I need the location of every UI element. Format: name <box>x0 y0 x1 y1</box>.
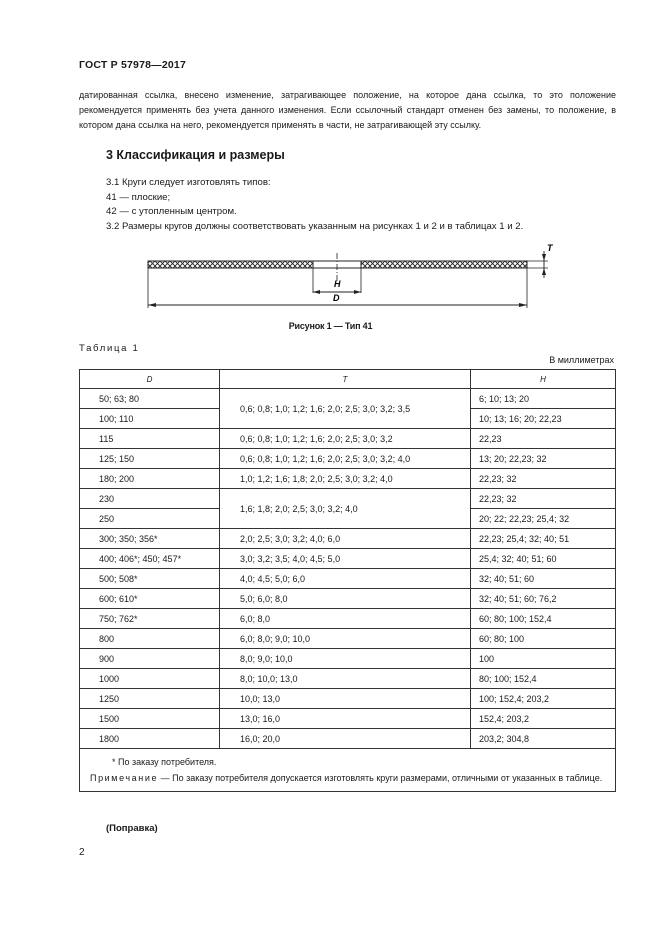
wheel-section-left <box>148 261 313 268</box>
table-row <box>80 649 616 669</box>
section-title: 3 Классификация и размеры <box>106 148 285 162</box>
cell-t: 13,0; 16,0 <box>220 709 471 729</box>
cell-d: 600; 610* <box>80 589 220 609</box>
header-d: D <box>80 370 220 389</box>
cell-t: 0,6; 0,8; 1,0; 1,2; 1,6; 2,0; 2,5; 3,0; 3,2; 4,0 <box>220 449 471 469</box>
table-row <box>80 529 616 549</box>
table-row <box>80 729 616 749</box>
cell-d: 800 <box>80 629 220 649</box>
cell-t: 0,6; 0,8; 1,0; 1,2; 1,6; 2,0; 2,5; 3,0; 3,2; 3,5 <box>220 389 471 429</box>
cell-t: 3,0; 3,2; 3,5; 4,0; 4,5; 5,0 <box>220 549 471 569</box>
cell-h: 22,23 <box>471 429 616 449</box>
table-row <box>80 669 616 689</box>
cell-t: 8,0; 10,0; 13,0 <box>220 669 471 689</box>
table-row <box>80 609 616 629</box>
cell-h: 20; 22; 22,23; 25,4; 32 <box>471 509 616 529</box>
cell-t: 1,6; 1,8; 2,0; 2,5; 3,0; 3,2; 4,0 <box>220 489 471 529</box>
cell-d: 125; 150 <box>80 449 220 469</box>
table-note <box>90 771 607 785</box>
table-row <box>80 389 616 409</box>
cell-d: 1800 <box>80 729 220 749</box>
cell-d: 300; 350; 356* <box>80 529 220 549</box>
cell-t: 4,0; 4,5; 5,0; 6,0 <box>220 569 471 589</box>
table-row <box>80 589 616 609</box>
cell-h: 22,23; 25,4; 32; 40; 51 <box>471 529 616 549</box>
cell-t: 0,6; 0,8; 1,0; 1,2; 1,6; 2,0; 2,5; 3,0; 3,2 <box>220 429 471 449</box>
intro-paragraph-block <box>79 88 616 133</box>
figure-type-41-drawing <box>140 241 560 311</box>
cell-h: 22,23; 32 <box>471 489 616 509</box>
wheel-cross-section-drawing <box>140 241 560 311</box>
cell-h: 10; 13; 16; 20; 22,23 <box>471 409 616 429</box>
cell-h: 80; 100; 152,4 <box>471 669 616 689</box>
cell-h: 13; 20; 22,23; 32 <box>471 449 616 469</box>
cell-d: 1000 <box>80 669 220 689</box>
cell-t: 6,0; 8,0 <box>220 609 471 629</box>
table-row <box>80 449 616 469</box>
note-label: Примечание <box>90 773 159 783</box>
table-label: Таблица 1 <box>79 343 140 354</box>
cell-h: 60; 80; 100 <box>471 629 616 649</box>
label-d: D <box>333 293 340 303</box>
figure-caption: Рисунок 1 — Тип 41 <box>288 321 373 331</box>
table-row <box>80 689 616 709</box>
cell-d: 50; 63; 80 <box>80 389 220 409</box>
cell-d: 1500 <box>80 709 220 729</box>
header-h: H <box>471 370 616 389</box>
page-number: 2 <box>79 847 85 858</box>
cell-h: 32; 40; 51; 60 <box>471 569 616 589</box>
table-header-row <box>80 370 616 389</box>
cell-d: 230 <box>80 489 220 509</box>
cell-t: 16,0; 20,0 <box>220 729 471 749</box>
table-footnote: * По заказу потребителя. <box>112 757 217 767</box>
note-text: — По заказу потребителя допускается изготовлять круги размерами, отличными от указанных в таблице. <box>158 773 603 783</box>
cell-h: 25,4; 32; 40; 51; 60 <box>471 549 616 569</box>
clause-3-1: 3.1 Круги следует изготовлять типов: <box>106 177 271 188</box>
label-h: H <box>334 279 341 289</box>
cell-t: 8,0; 9,0; 10,0 <box>220 649 471 669</box>
cell-h: 6; 10; 13; 20 <box>471 389 616 409</box>
cell-d: 180; 200 <box>80 469 220 489</box>
clause-type-42: 42 — с утопленным центром. <box>106 206 237 217</box>
sizes-table <box>79 369 616 792</box>
cell-t: 6,0; 8,0; 9,0; 10,0 <box>220 629 471 649</box>
cell-d: 1250 <box>80 689 220 709</box>
cell-d: 100; 110 <box>80 409 220 429</box>
table-row <box>80 569 616 589</box>
cell-h: 203,2; 304,8 <box>471 729 616 749</box>
cell-t: 10,0; 13,0 <box>220 689 471 709</box>
table-row <box>80 709 616 729</box>
cell-h: 100 <box>471 649 616 669</box>
table-units: В миллиметрах <box>549 355 614 365</box>
cell-d: 250 <box>80 509 220 529</box>
cell-d: 115 <box>80 429 220 449</box>
cell-h: 22,23; 32 <box>471 469 616 489</box>
cell-h: 32; 40; 51; 60; 76,2 <box>471 589 616 609</box>
cell-t: 2,0; 2,5; 3,0; 3,2; 4,0; 6,0 <box>220 529 471 549</box>
table-row <box>80 469 616 489</box>
intro-paragraph: датированная ссылка, внесено изменение, затрагивающее положение, на которое дана ссылка, то это положение рекомендуется применять без учета данного изменения. Если ссылочный стандарт отменен без замены, то положение, в котором дана ссылка на него, рекомендуется применять в части, не затрагивающей эту ссылку. <box>79 90 616 130</box>
document-id: ГОСТ Р 57978—2017 <box>79 59 187 71</box>
cell-h: 60; 80; 100; 152,4 <box>471 609 616 629</box>
cell-t: 1,0; 1,2; 1,6; 1,8; 2,0; 2,5; 3,0; 3,2; 4,0 <box>220 469 471 489</box>
clauses-block <box>106 176 621 234</box>
label-t: T <box>547 243 553 253</box>
table-row <box>80 429 616 449</box>
table-row <box>80 549 616 569</box>
clause-type-41: 41 — плоские; <box>106 191 171 203</box>
cell-d: 900 <box>80 649 220 669</box>
cell-d: 750; 762* <box>80 609 220 629</box>
cell-h: 152,4; 203,2 <box>471 709 616 729</box>
cell-h: 100; 152,4; 203,2 <box>471 689 616 709</box>
cell-d: 400; 406*; 450; 457* <box>80 549 220 569</box>
cell-d: 500; 508* <box>80 569 220 589</box>
correction-mark: (Поправка) <box>106 823 158 834</box>
wheel-section-right <box>361 261 527 268</box>
clause-3-2: 3.2 Размеры кругов должны соответствовать указанным на рисунках 1 и 2 и в таблицах 1 и 2. <box>106 220 524 232</box>
table-notes-cell <box>80 749 616 792</box>
table-row <box>80 629 616 649</box>
cell-t: 5,0; 6,0; 8,0 <box>220 589 471 609</box>
header-t: T <box>220 370 471 389</box>
table-row <box>80 489 616 509</box>
table-notes-row <box>80 749 616 792</box>
